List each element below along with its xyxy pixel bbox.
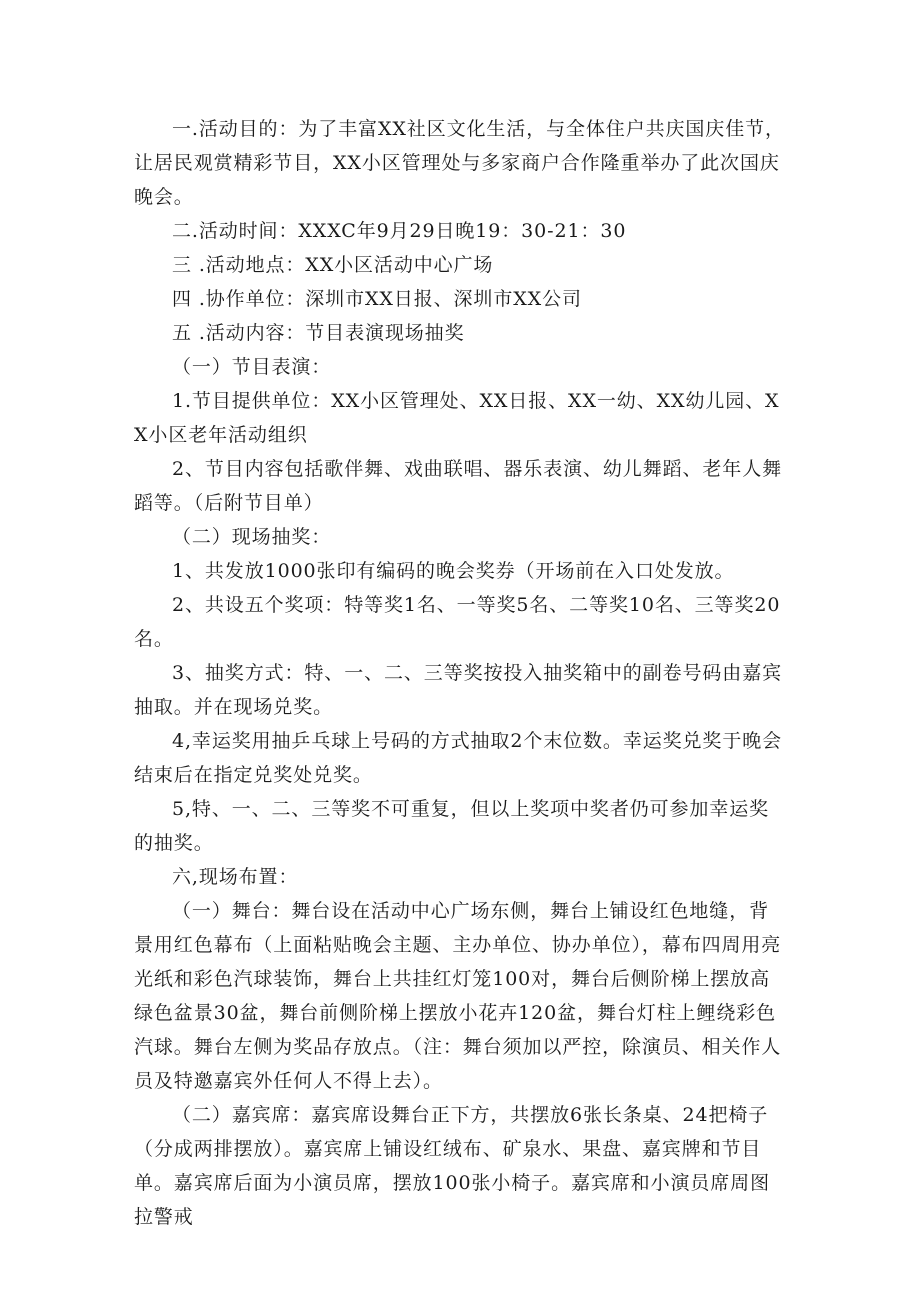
- layout-guest-seating: （二）嘉宾席：嘉宾席设舞台正下方，共摆放6张长条桌、24把椅子（分成两排摆放）。嘉宾席上铺设红绒布、矿泉水、果盘、嘉宾牌和节目单。嘉宾席后面为小演员席，摆放100张小椅子。嘉宾席和小演员席周图拉警戒: [134, 1104, 770, 1228]
- performance-item-1: 1.节目提供单位：XX小区管理处、XX日报、XX一幼、XX幼儿园、XX小区老年活动组织: [134, 390, 780, 446]
- lottery-item-3: 3、抽奖方式：特、一、二、三等奖按投入抽奖箱中的副卷号码由嘉宾抽取。并在现场兑奖。: [134, 662, 782, 718]
- performance-item-2: 2、节目内容包括歌伴舞、戏曲联唱、器乐表演、幼儿舞蹈、老年人舞蹈等。（后附节目单）: [134, 458, 782, 514]
- lottery-item-4: 4,幸运奖用抽乒乓球上号码的方式抽取2个末位数。幸运奖兑奖于晚会结束后在指定兑奖处兑奖。: [134, 730, 783, 786]
- lottery-item-2: 2、共设五个奖项：特等奖1名、一等奖5名、二等奖10名、三等奖20名。: [134, 594, 781, 650]
- lottery-item-5: 5,特、一、二、三等奖不可重复，但以上奖项中奖者仍可参加幸运奖的抽奖。: [134, 798, 770, 854]
- lottery-item-1: 1、共发放1000张印有编码的晚会奖券（开场前在入口处发放。: [172, 560, 735, 582]
- layout-stage: （一）舞台：舞台设在活动中心广场东侧，舞台上铺设红色地缝，背景用红色幕布（上面粘贴晚会主题、主办单位、协办单位），幕布四周用亮光纸和彩色汽球装饰，舞台上共挂红灯笼100对，舞台后侧阶梯上摆放高绿色盆景30盆，舞台前侧阶梯上摆放小花卉120盆，舞台灯柱上鲤绕彩色汽球。舞台左侧为奖品存放点。（注：舞台须加以严控，除演员、相关作人员及特邀嘉宾外任何人不得上去）。: [134, 900, 782, 1092]
- section-time: 二.活动时间：XXXC年9月29日晚19：30-21：30: [172, 220, 627, 242]
- section-purpose: 一.活动目的：为了丰富XX社区文化生活，与全体住户共庆国庆佳节，让居民观赏精彩节目，XX小区管理处与多家商户合作隆重举办了此次国庆晚会。: [134, 118, 785, 208]
- section-location: 三 .活动地点：XX小区活动中心广场: [172, 254, 494, 276]
- subsection-performance-heading: （一）节目表演：: [172, 356, 332, 378]
- subsection-lottery-heading: （二）现场抽奖：: [172, 526, 332, 548]
- section-content: 五 .活动内容：节目表演现场抽奖: [172, 322, 465, 344]
- section-partners: 四 .协作单位：深圳市XX日报、深圳市XX公司: [172, 288, 582, 310]
- document-body: [134, 112, 788, 1234]
- section-venue-layout: 六,现场布置：: [172, 866, 299, 888]
